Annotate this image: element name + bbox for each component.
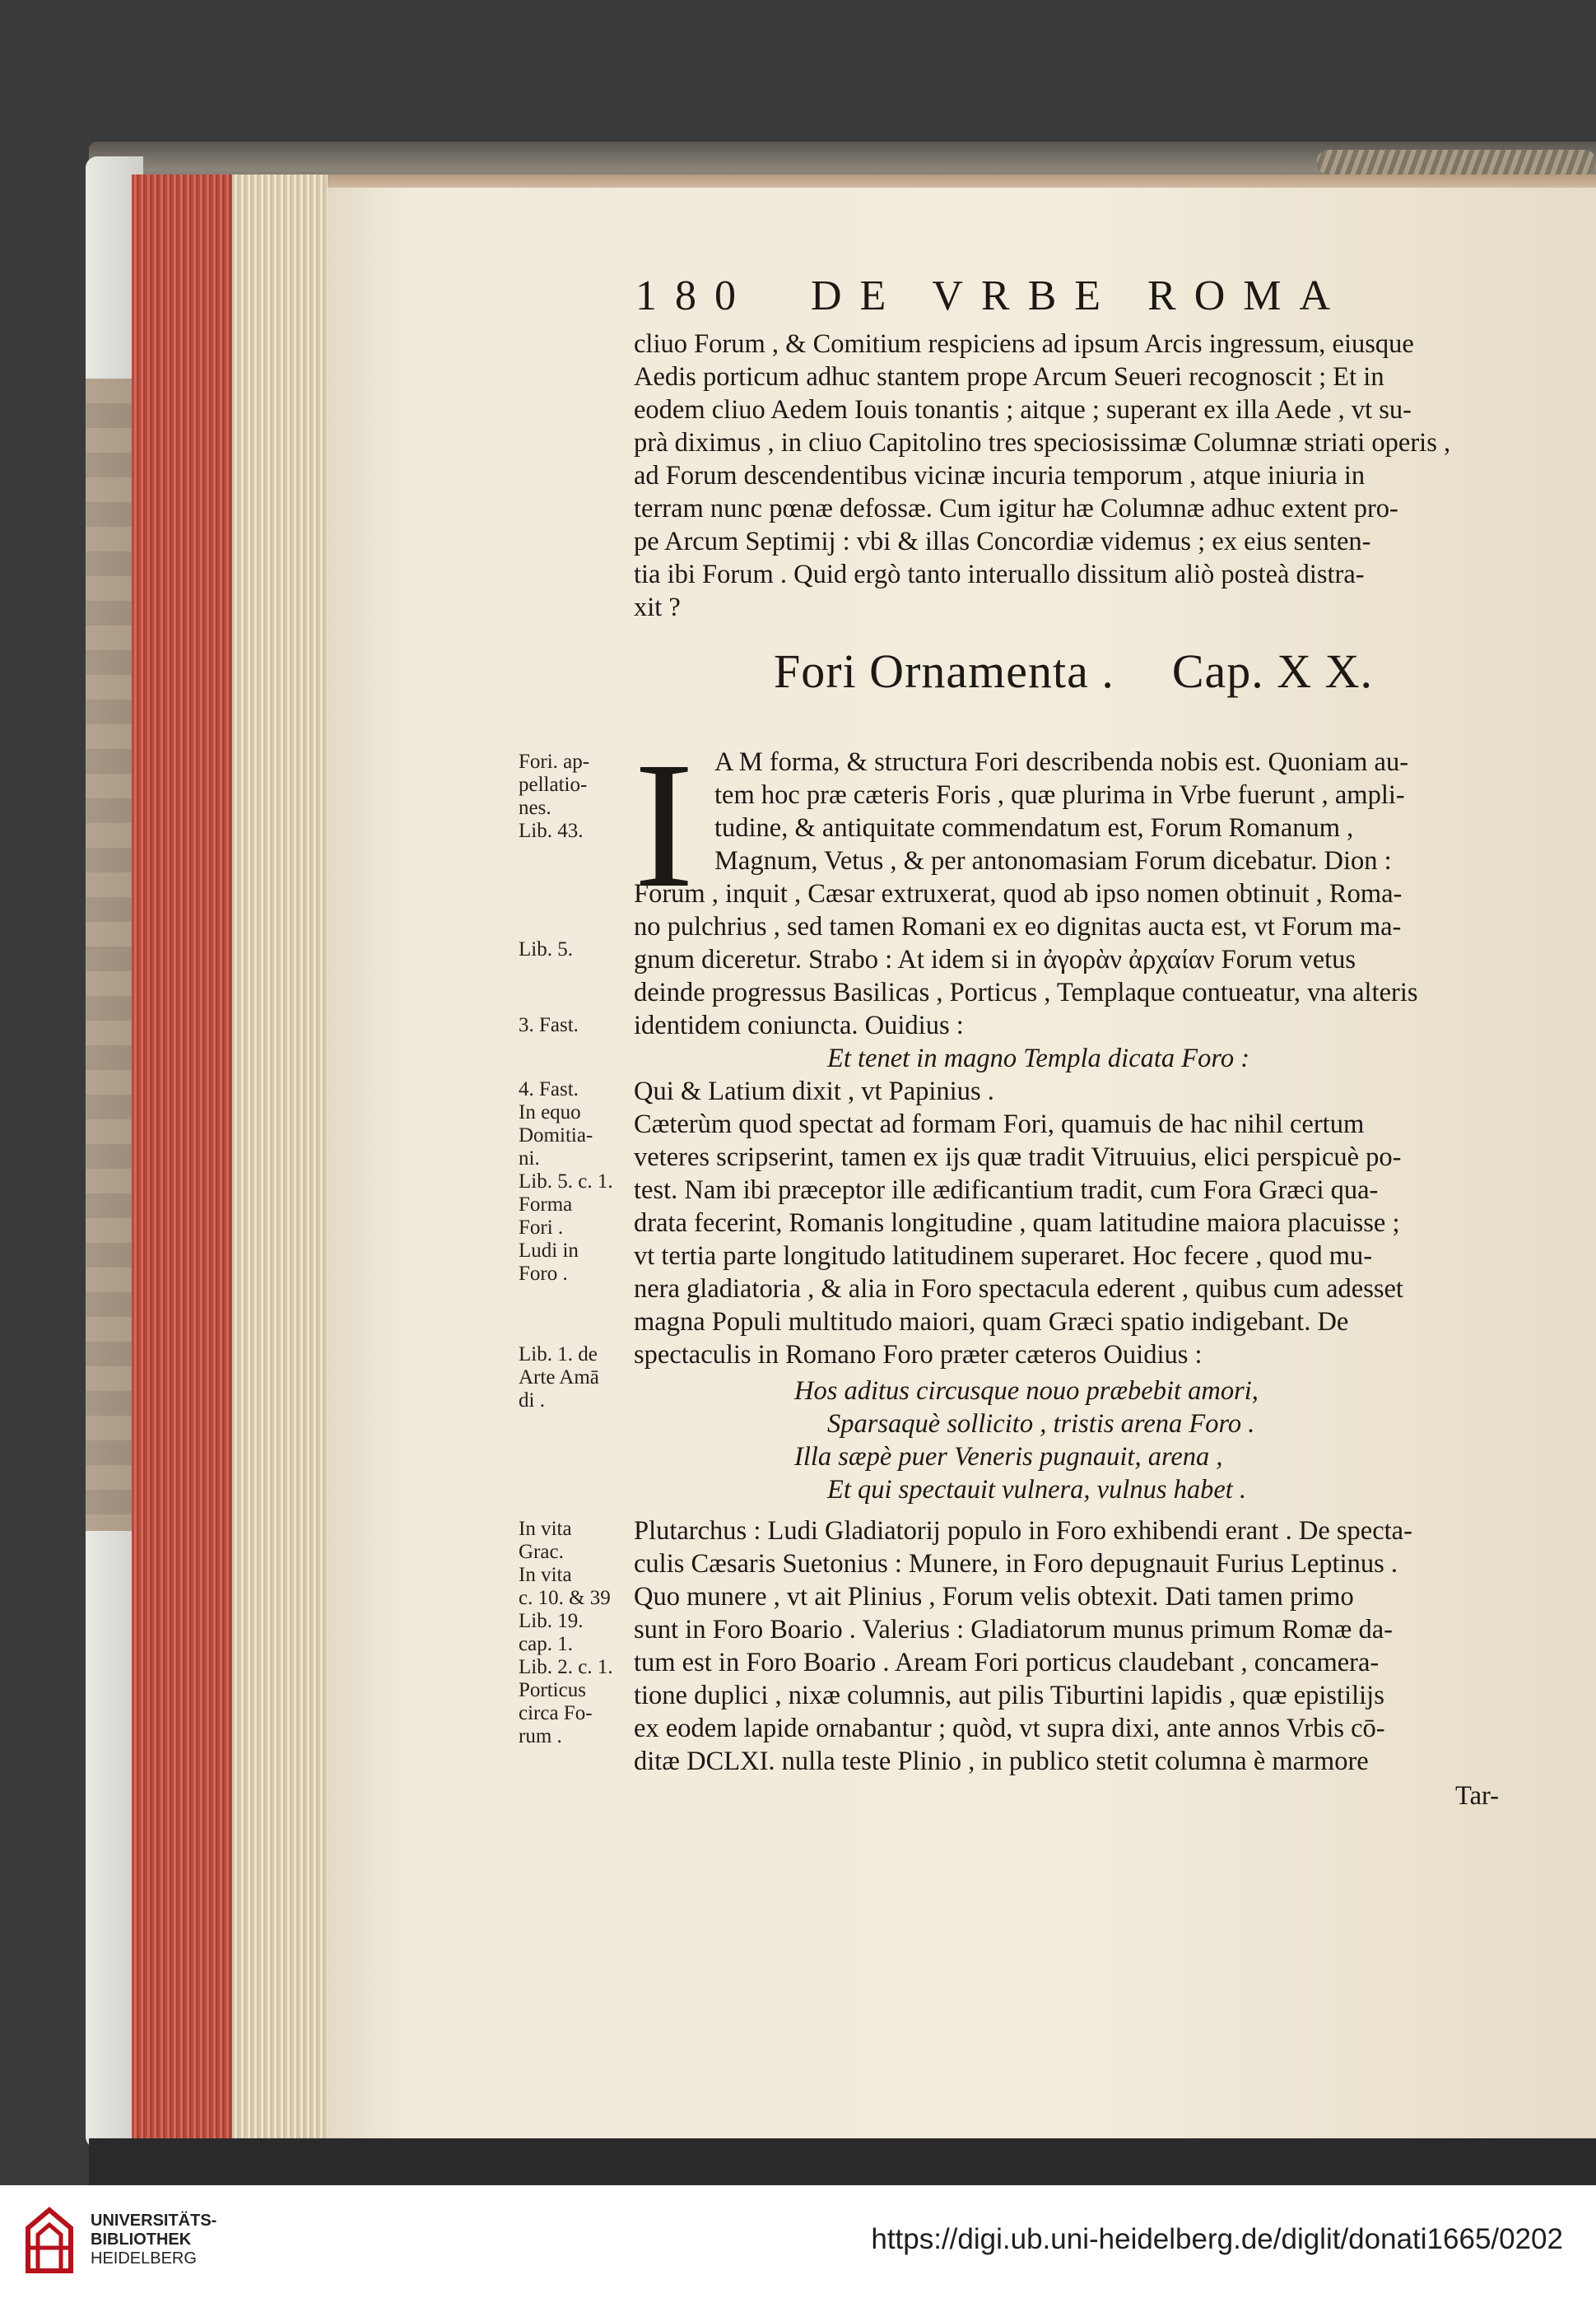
permalink-url[interactable]: https://digi.ub.uni-heidelberg.de/diglit/donati1665/0202 [871,2223,1563,2255]
body-line-5: drata fecerint, Romanis longitudine , quam latitudine maiora placuisse ; [634,1208,1400,1238]
catchword: Tar- [1455,1781,1500,1811]
top-line-4: prà diximus , in cliuo Capitolino tres speciosissimæ Columnæ striati operis , [634,428,1451,458]
margin-note-3-fast: 3. Fast. [519,1014,579,1036]
verse-2-line-3: Illa sæpè puer Veneris pugnauit, arena , [794,1442,1223,1472]
body-line-7: nera gladiatoria , & alia in Foro spectacula ederent , quibus cum adesset [634,1274,1403,1304]
top-line-1: cliuo Forum , & Comitium respiciens ad ipsum Arcis ingressum, eiusque [634,329,1414,359]
chapter-line-2: no pulchrius , sed tamen Romani ex eo dignitas aucta est, vt Forum ma- [634,912,1402,942]
margin-note-lib-5: Lib. 5. [519,938,573,961]
chapter-line-3: gnum diceretur. Strabo : At idem si in ἀγορὰν ἀρχαίαν Forum vetus [634,945,1356,975]
chapter-line-1: Forum , inquit , Cæsar extruxerat, quod ab ipso nomen obtinuit , Roma- [634,879,1403,909]
verse-1: Et tenet in magno Templa dicata Foro : [827,1044,1250,1073]
chapter-number: Cap. X X. [1171,644,1374,698]
closing-line-1: Plutarchus : Ludi Gladiatorij populo in Foro exhibendi erant . De specta- [634,1516,1412,1546]
library-name-line-3: HEIDELBERG [91,2249,197,2268]
body-line-6: vt tertia parte longitudo latitudinem superaret. Hoc fecere , quod mu- [634,1241,1373,1271]
margin-note-fori-appellationes: Fori. ap- pellatio- nes. Lib. 43. [519,751,590,842]
body-line-2: Cæterùm quod spectat ad formam Fori, quamuis de hac nihil certum [634,1109,1365,1139]
top-line-9: xit ? [634,593,681,622]
chapter-indented-line-4: Magnum, Vetus , & per antonomasiam Forum dicebatur. Dion : [714,846,1392,876]
closing-line-5: tum est in Foro Boario . Aream Fori porticus claudebant , concamera- [634,1648,1380,1677]
body-line-3: veteres scripserint, tamen ex ijs quæ tradit Vitruuius, elici perspicuè po- [634,1142,1402,1172]
top-line-6: terram nunc pœnæ defossæ. Cum igitur hæ Columnæ adhuc extent pro- [634,494,1398,523]
running-title: DE VRBE ROMA [811,272,1349,319]
verse-2-line-1: Hos aditus circusque nouo præbebit amori, [794,1376,1259,1406]
body-line-4: test. Nam ibi præceptor ille ædificantium tradit, cum Fora Græci qua- [634,1175,1379,1205]
viewer-footer [0,2185,1596,2298]
margin-note-porticus: In vita Grac. In vita c. 10. & 39 Lib. 19. cap. 1. Lib. 2. c. 1. Porticus circa Fo- rum . [519,1518,613,1747]
page-fore-edge [232,174,329,2142]
top-line-8: tia ibi Forum . Quid ergò tanto interuallo dissitum aliò posteà distra- [634,560,1365,589]
closing-line-4: sunt in Foro Boario . Valerius : Gladiatorum munus primum Romæ da- [634,1615,1393,1644]
body-line-8: magna Populi multitudo maiori, quam Græci spatio indigebant. De [634,1307,1349,1337]
closing-line-2: culis Cæsaris Suetonius : Munere, in Foro depugnauit Furius Leptinus . [634,1549,1398,1579]
library-name-line-2: BIBLIOTHEK [91,2231,192,2249]
red-page-edge [132,174,232,2142]
chapter-indented-line-3: tudine, & antiquitate commendatum est, Forum Romanum , [714,813,1354,843]
top-line-3: eodem cliuo Aedem Iouis tonantis ; aitque ; superant ex illa Aede , vt su- [634,395,1412,425]
closing-line-3: Quo munere , vt ait Plinius , Forum velis obtexit. Dati tamen primo [634,1582,1354,1612]
closing-line-8: ditæ DCLXI. nulla teste Plinio , in publico stetit columna è marmore [634,1747,1369,1776]
university-library-logo-icon[interactable] [23,2205,76,2276]
chapter-title: Fori Ornamenta . [774,644,1114,698]
top-line-7: pe Arcum Septimij : vbi & illas Concordiæ videmus ; ex eius senten- [634,527,1371,556]
drop-cap: I [634,724,695,925]
margin-note-forma-fori: 4. Fast. In equo Domitia- ni. Lib. 5. c. 1. Forma Fori . Ludi in Foro . [519,1078,613,1285]
spine-paper-label [86,379,135,1531]
page-number: 180 [635,272,754,319]
chapter-line-4: deinde progressus Basilicas , Porticus , Templaque contueatur, vna alteris [634,978,1418,1007]
closing-line-7: ex eodem lapide ornabantur ; quòd, vt supra dixi, ante annos Vrbis cō- [634,1714,1385,1743]
chapter-indented-line-2: tem hoc præ cæteris Foris , quæ plurima in Vrbe fuerunt , ampli- [714,780,1405,810]
top-line-5: ad Forum descendentibus vicinæ incuria temporum , atque iniuria in [634,461,1366,491]
library-name[interactable] [91,2212,216,2268]
body-line-1: Qui & Latium dixit , vt Papinius . [634,1077,994,1106]
chapter-indented-line-1: A M forma, & structura Fori describenda nobis est. Quoniam au- [714,747,1409,777]
chapter-heading [774,644,1373,699]
library-name-line-1: UNIVERSITÄTS- [91,2212,217,2230]
verse-2-line-2: Sparsaquè sollicito , tristis arena Foro . [827,1409,1255,1439]
verse-2-line-4: Et qui spectauit vulnera, vulnus habet . [827,1475,1247,1505]
bottom-shadow [89,2138,1596,2185]
binding-string [1317,150,1596,174]
chapter-line-5: identidem coniuncta. Ouidius : [634,1011,964,1040]
top-line-2: Aedis porticum adhuc stantem prope Arcum Seueri recognoscit ; Et in [634,362,1384,392]
body-line-9: spectaculis in Romano Foro præter cæteros Ouidius : [634,1340,1203,1370]
margin-note-arte-amandi: Lib. 1. de Arte Amā di . [519,1343,599,1412]
closing-line-6: tione duplici , nixæ columnis, aut pilis Tiburtini lapidis , quæ epistilijs [634,1681,1384,1710]
